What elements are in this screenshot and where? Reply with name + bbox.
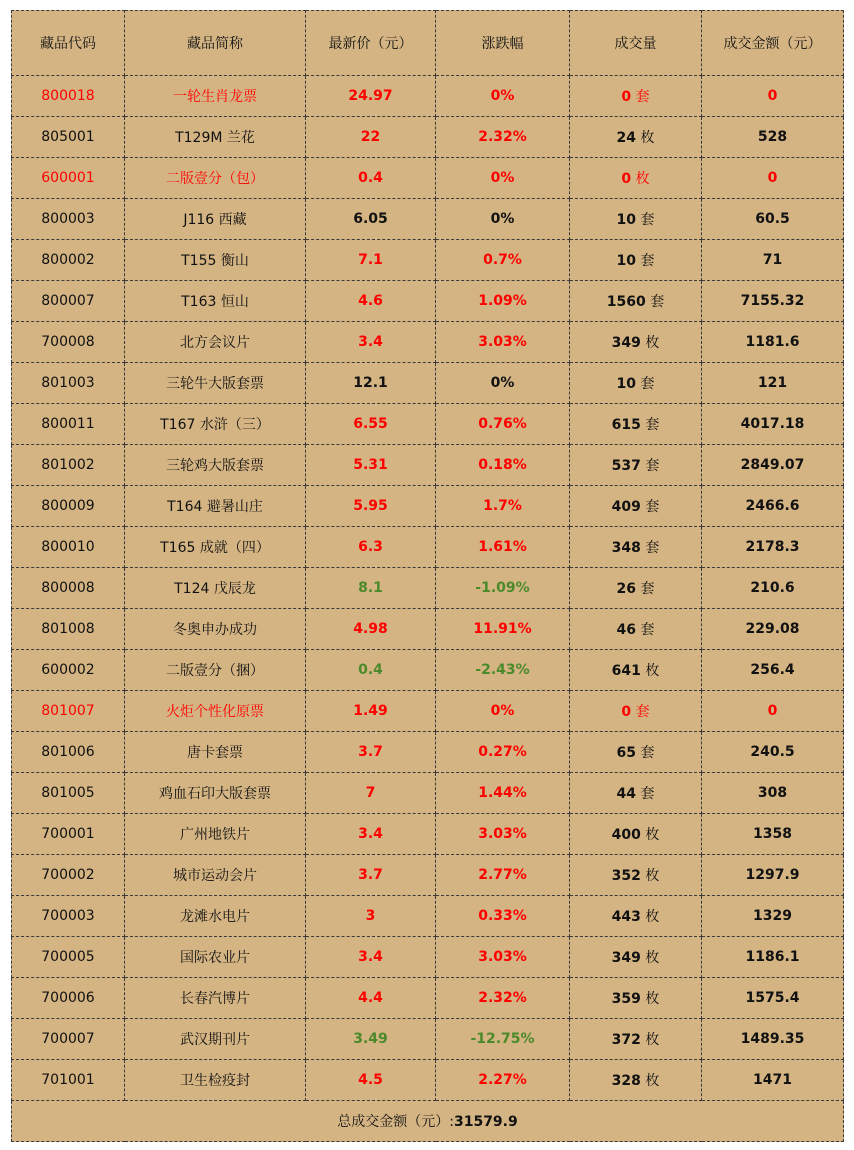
cell-price: 3.7 [306, 732, 436, 773]
volume-value: 537 [611, 458, 641, 474]
table-row [12, 896, 844, 937]
cell-volume [570, 1019, 702, 1060]
cell-amount: 121 [702, 363, 844, 404]
table-row [12, 814, 844, 855]
volume-unit: 枚 [645, 827, 660, 843]
volume-value: 349 [611, 335, 641, 351]
volume-value: 0 [621, 171, 632, 187]
cell-change: 0% [436, 363, 570, 404]
cell-change: 0% [436, 691, 570, 732]
table-row [12, 527, 844, 568]
cell-price: 4.6 [306, 281, 436, 322]
volume-unit: 套 [645, 540, 660, 556]
cell-name: T155 衡山 [125, 240, 306, 281]
cell-code: 700002 [12, 855, 125, 896]
cell-code: 800011 [12, 404, 125, 445]
volume-unit: 套 [650, 294, 665, 310]
volume-unit: 枚 [645, 1073, 660, 1089]
cell-name: 武汉期刊片 [125, 1019, 306, 1060]
volume-value: 400 [611, 827, 641, 843]
table-row [12, 445, 844, 486]
cell-volume [570, 404, 702, 445]
cell-amount: 1358 [702, 814, 844, 855]
cell-change: 3.03% [436, 937, 570, 978]
cell-change: 1.44% [436, 773, 570, 814]
cell-amount: 1329 [702, 896, 844, 937]
volume-unit: 套 [640, 376, 655, 392]
table-row [12, 363, 844, 404]
volume-unit: 枚 [645, 991, 660, 1007]
volume-unit: 枚 [645, 1032, 660, 1048]
cell-amount: 1575.4 [702, 978, 844, 1019]
header-code: 藏品代码 [12, 11, 125, 76]
cell-change: -1.09% [436, 568, 570, 609]
cell-price: 4.4 [306, 978, 436, 1019]
cell-code: 600002 [12, 650, 125, 691]
cell-amount: 1297.9 [702, 855, 844, 896]
volume-value: 26 [616, 581, 637, 597]
table-row [12, 158, 844, 199]
cell-code: 800008 [12, 568, 125, 609]
total-row [12, 1101, 844, 1142]
cell-amount: 1471 [702, 1060, 844, 1101]
table-row [12, 937, 844, 978]
cell-price: 0.4 [306, 650, 436, 691]
cell-volume [570, 650, 702, 691]
cell-name: 城市运动会片 [125, 855, 306, 896]
cell-amount: 0 [702, 158, 844, 199]
cell-name: 火炬个性化原票 [125, 691, 306, 732]
volume-unit: 枚 [635, 171, 650, 187]
volume-value: 372 [611, 1032, 641, 1048]
cell-name: 国际农业片 [125, 937, 306, 978]
cell-code: 700001 [12, 814, 125, 855]
cell-amount: 2466.6 [702, 486, 844, 527]
cell-price: 3.4 [306, 814, 436, 855]
cell-code: 701001 [12, 1060, 125, 1101]
table-row [12, 609, 844, 650]
cell-change: 2.32% [436, 117, 570, 158]
header-volume: 成交量 [570, 11, 702, 76]
cell-name: 卫生检疫封 [125, 1060, 306, 1101]
cell-volume [570, 281, 702, 322]
cell-volume [570, 896, 702, 937]
volume-value: 46 [616, 622, 637, 638]
cell-name: T165 成就（四） [125, 527, 306, 568]
table-row [12, 281, 844, 322]
cell-volume [570, 978, 702, 1019]
cell-code: 700005 [12, 937, 125, 978]
cell-price: 4.98 [306, 609, 436, 650]
cell-change: 0% [436, 76, 570, 117]
volume-value: 328 [611, 1073, 641, 1089]
volume-value: 10 [616, 253, 637, 269]
cell-price: 6.05 [306, 199, 436, 240]
cell-name: 一轮生肖龙票 [125, 76, 306, 117]
table-header [12, 11, 844, 76]
table-body [12, 76, 844, 1101]
cell-name: 广州地铁片 [125, 814, 306, 855]
volume-unit: 套 [640, 745, 655, 761]
cell-price: 3.4 [306, 322, 436, 363]
cell-volume [570, 732, 702, 773]
cell-code: 800018 [12, 76, 125, 117]
cell-volume [570, 609, 702, 650]
cell-price: 3.4 [306, 937, 436, 978]
cell-code: 800009 [12, 486, 125, 527]
volume-value: 65 [616, 745, 637, 761]
cell-name: 龙滩水电片 [125, 896, 306, 937]
cell-price: 3.49 [306, 1019, 436, 1060]
table-row [12, 855, 844, 896]
cell-volume [570, 1060, 702, 1101]
cell-change: 0% [436, 199, 570, 240]
cell-volume [570, 773, 702, 814]
cell-change: 11.91% [436, 609, 570, 650]
table-footer [12, 1101, 844, 1142]
cell-volume [570, 363, 702, 404]
cell-amount: 4017.18 [702, 404, 844, 445]
cell-price: 7.1 [306, 240, 436, 281]
cell-amount: 240.5 [702, 732, 844, 773]
header-price: 最新价（元） [306, 11, 436, 76]
cell-code: 700008 [12, 322, 125, 363]
volume-unit: 套 [640, 253, 655, 269]
cell-change: 1.61% [436, 527, 570, 568]
table-row [12, 978, 844, 1019]
volume-value: 10 [616, 376, 637, 392]
cell-name: T164 避暑山庄 [125, 486, 306, 527]
volume-unit: 枚 [645, 909, 660, 925]
volume-unit: 套 [640, 212, 655, 228]
volume-unit: 套 [645, 499, 660, 515]
volume-value: 348 [611, 540, 641, 556]
cell-change: 2.32% [436, 978, 570, 1019]
cell-volume [570, 691, 702, 732]
cell-change: 0.33% [436, 896, 570, 937]
cell-name: 二版壹分（包） [125, 158, 306, 199]
cell-volume [570, 199, 702, 240]
cell-amount: 256.4 [702, 650, 844, 691]
market-table [11, 10, 844, 1142]
volume-unit: 套 [640, 786, 655, 802]
cell-name: T124 戊辰龙 [125, 568, 306, 609]
cell-volume [570, 322, 702, 363]
header-row [12, 11, 844, 76]
cell-name: 长春汽博片 [125, 978, 306, 1019]
cell-price: 5.95 [306, 486, 436, 527]
table-row [12, 650, 844, 691]
cell-volume [570, 240, 702, 281]
volume-unit: 枚 [645, 663, 660, 679]
cell-name: 三轮鸡大版套票 [125, 445, 306, 486]
table-row [12, 76, 844, 117]
cell-change: 3.03% [436, 322, 570, 363]
volume-value: 44 [616, 786, 637, 802]
volume-unit: 枚 [640, 130, 655, 146]
volume-unit: 套 [640, 581, 655, 597]
cell-price: 4.5 [306, 1060, 436, 1101]
cell-code: 801005 [12, 773, 125, 814]
total-label: 总成交金额（元）: [337, 1114, 454, 1130]
header-change: 涨跌幅 [436, 11, 570, 76]
volume-value: 1560 [606, 294, 646, 310]
volume-value: 615 [611, 417, 641, 433]
cell-volume [570, 158, 702, 199]
cell-code: 800003 [12, 199, 125, 240]
volume-value: 24 [616, 130, 637, 146]
volume-value: 443 [611, 909, 641, 925]
cell-name: J116 西藏 [125, 199, 306, 240]
cell-price: 5.31 [306, 445, 436, 486]
cell-code: 801007 [12, 691, 125, 732]
cell-change: 0.7% [436, 240, 570, 281]
cell-code: 801003 [12, 363, 125, 404]
cell-amount: 210.6 [702, 568, 844, 609]
header-amount: 成交金额（元） [702, 11, 844, 76]
cell-price: 7 [306, 773, 436, 814]
cell-name: 唐卡套票 [125, 732, 306, 773]
volume-unit: 枚 [645, 950, 660, 966]
table-row [12, 691, 844, 732]
volume-value: 359 [611, 991, 641, 1007]
header-name: 藏品简称 [125, 11, 306, 76]
cell-change: 1.7% [436, 486, 570, 527]
cell-code: 805001 [12, 117, 125, 158]
cell-volume [570, 117, 702, 158]
cell-amount: 1181.6 [702, 322, 844, 363]
cell-amount: 2178.3 [702, 527, 844, 568]
table-row [12, 732, 844, 773]
cell-price: 6.55 [306, 404, 436, 445]
cell-code: 801008 [12, 609, 125, 650]
cell-name: 鸡血石印大版套票 [125, 773, 306, 814]
cell-price: 3.7 [306, 855, 436, 896]
cell-volume [570, 568, 702, 609]
cell-amount: 7155.32 [702, 281, 844, 322]
cell-change: 1.09% [436, 281, 570, 322]
cell-name: 冬奥申办成功 [125, 609, 306, 650]
cell-volume [570, 814, 702, 855]
cell-change: -12.75% [436, 1019, 570, 1060]
cell-amount: 1489.35 [702, 1019, 844, 1060]
cell-price: 6.3 [306, 527, 436, 568]
cell-code: 700006 [12, 978, 125, 1019]
total-cell [12, 1101, 844, 1142]
cell-price: 8.1 [306, 568, 436, 609]
volume-unit: 枚 [645, 335, 660, 351]
cell-volume [570, 937, 702, 978]
cell-price: 24.97 [306, 76, 436, 117]
cell-code: 800010 [12, 527, 125, 568]
volume-value: 352 [611, 868, 641, 884]
table-row [12, 1019, 844, 1060]
cell-change: 2.27% [436, 1060, 570, 1101]
cell-code: 801002 [12, 445, 125, 486]
volume-value: 0 [621, 89, 632, 105]
cell-price: 12.1 [306, 363, 436, 404]
table-row [12, 404, 844, 445]
volume-value: 641 [611, 663, 641, 679]
cell-name: T167 水浒（三） [125, 404, 306, 445]
cell-change: 0.27% [436, 732, 570, 773]
cell-volume [570, 486, 702, 527]
volume-unit: 套 [645, 458, 660, 474]
cell-amount: 229.08 [702, 609, 844, 650]
cell-amount: 71 [702, 240, 844, 281]
volume-unit: 套 [640, 622, 655, 638]
cell-amount: 0 [702, 76, 844, 117]
total-value: 31579.9 [453, 1114, 518, 1130]
table-row [12, 199, 844, 240]
volume-unit: 套 [635, 704, 650, 720]
table-row [12, 240, 844, 281]
volume-value: 349 [611, 950, 641, 966]
cell-price: 22 [306, 117, 436, 158]
volume-unit: 套 [635, 89, 650, 105]
cell-amount: 60.5 [702, 199, 844, 240]
table-row [12, 117, 844, 158]
volume-unit: 套 [645, 417, 660, 433]
cell-volume [570, 445, 702, 486]
cell-name: T129M 兰花 [125, 117, 306, 158]
volume-value: 0 [621, 704, 632, 720]
cell-amount: 2849.07 [702, 445, 844, 486]
cell-volume [570, 76, 702, 117]
table-row [12, 1060, 844, 1101]
volume-value: 10 [616, 212, 637, 228]
table-row [12, 568, 844, 609]
cell-name: 三轮牛大版套票 [125, 363, 306, 404]
cell-code: 600001 [12, 158, 125, 199]
cell-amount: 308 [702, 773, 844, 814]
cell-code: 801006 [12, 732, 125, 773]
cell-change: 0.18% [436, 445, 570, 486]
cell-change: 0.76% [436, 404, 570, 445]
cell-volume [570, 527, 702, 568]
cell-name: T163 恒山 [125, 281, 306, 322]
table-row [12, 322, 844, 363]
cell-change: 0% [436, 158, 570, 199]
cell-name: 北方会议片 [125, 322, 306, 363]
cell-code: 800007 [12, 281, 125, 322]
cell-price: 3 [306, 896, 436, 937]
cell-code: 700007 [12, 1019, 125, 1060]
cell-change: 2.77% [436, 855, 570, 896]
cell-amount: 0 [702, 691, 844, 732]
cell-name: 二版壹分（捆） [125, 650, 306, 691]
cell-change: -2.43% [436, 650, 570, 691]
volume-value: 409 [611, 499, 641, 515]
cell-amount: 528 [702, 117, 844, 158]
cell-change: 3.03% [436, 814, 570, 855]
cell-amount: 1186.1 [702, 937, 844, 978]
volume-unit: 枚 [645, 868, 660, 884]
table-row [12, 773, 844, 814]
cell-price: 0.4 [306, 158, 436, 199]
cell-code: 800002 [12, 240, 125, 281]
table-row [12, 486, 844, 527]
cell-code: 700003 [12, 896, 125, 937]
cell-price: 1.49 [306, 691, 436, 732]
cell-volume [570, 855, 702, 896]
